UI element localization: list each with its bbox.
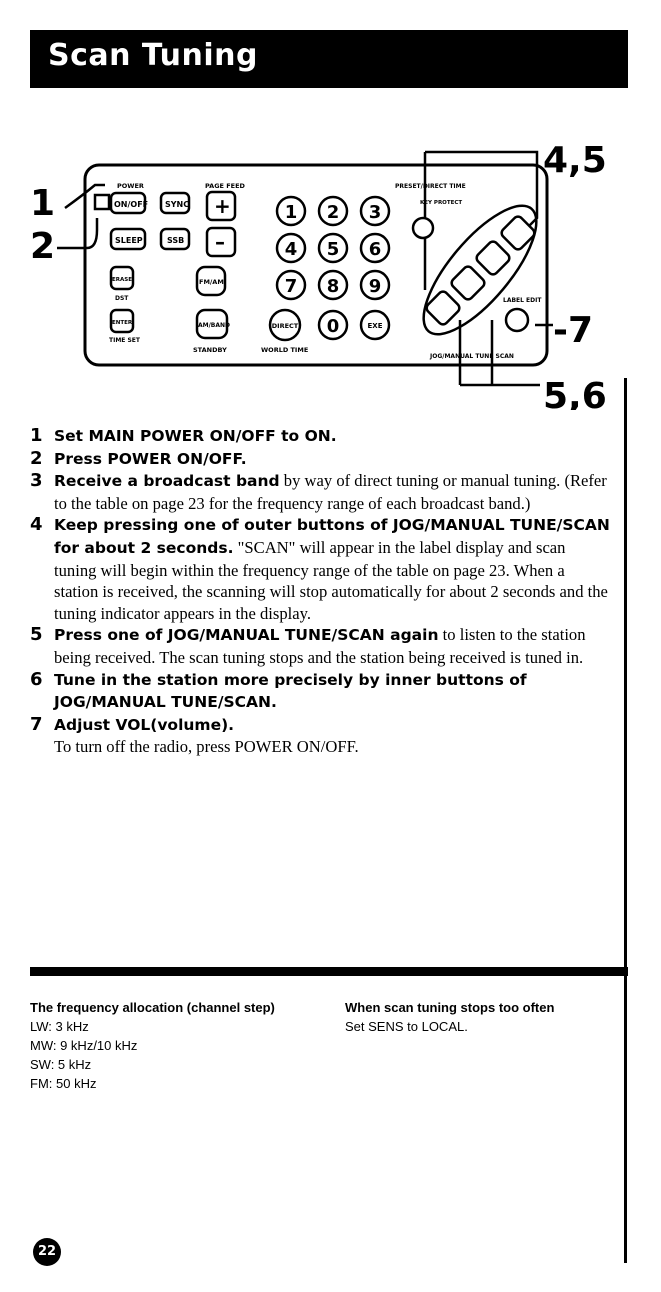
svg-text:ENTER: ENTER [112,320,133,326]
step-2 [30,448,610,471]
note-line: SW: 5 kHz [30,1057,92,1072]
svg-text:1: 1 [284,202,298,223]
callout-4-5: 4,5 [543,140,607,181]
step-number: 2 [30,447,43,469]
step-number: 7 [30,713,43,735]
svg-text:DIRECT: DIRECT [271,322,299,330]
label-time-set: TIME SET [109,337,140,344]
step-text: "SCAN" will appear in the label display and scan tuning will begin within the frequency range of the table on page 23. When a station is received, the scanning will stop automatically for about 2 seconds and the tuning indicator appears in the display. [54,537,608,623]
svg-text:5: 5 [326,239,340,260]
step-heading: Receive a broadcast band [54,472,280,491]
step-3 [30,470,610,514]
panel-outline [85,165,547,365]
jog-inner-down-button[interactable] [450,265,487,302]
label-preset-direct-time: PRESET/DIRECT TIME [395,183,466,190]
svg-text:ON/OFF: ON/OFF [114,200,149,209]
step-4 [30,514,610,624]
instruction-steps [30,425,610,758]
svg-text:8: 8 [326,276,340,297]
svg-text:7: 7 [284,276,298,297]
closing-instruction: To turn off the radio, press POWER ON/OFF. [54,737,359,757]
step-heading: Press one of JOG/MANUAL TUNE/SCAN again [54,626,439,645]
step-text: to listen to the station being received. The scan tuning stops and the station being received is tuned in. [54,625,586,667]
step-5 [30,624,610,668]
svg-text:SSB: SSB [167,236,185,245]
svg-text:4: 4 [284,239,298,260]
callout-2: 2 [30,226,56,267]
note-line: LW: 3 kHz [30,1019,89,1034]
step-text: by way of direct tuning or manual tuning. (Refer to the table on page 23 for the frequency range of each broadcast band.) [54,471,607,513]
main-power-switch[interactable] [95,195,109,209]
svg-text:6: 6 [368,239,382,260]
note-scan-stops [345,998,615,1036]
step-6 [30,669,610,714]
remote-diagram [25,130,625,410]
note-heading: The frequency allocation (channel step) [30,1000,275,1015]
callout-5-6: 5,6 [543,376,607,410]
label-world-time: WORLD TIME [261,346,309,354]
jog-ring [406,189,555,350]
svg-text:9: 9 [368,276,382,297]
page-title: Scan Tuning [48,38,258,73]
note-heading: When scan tuning stops too often [345,1000,555,1015]
label-label-edit: LABEL EDIT [503,297,542,304]
note-line: FM: 50 kHz [30,1076,97,1091]
label-dst: DST [115,295,129,302]
svg-text:SLEEP: SLEEP [115,236,143,245]
step-1 [30,425,610,448]
note-line: Set SENS to LOCAL. [345,1019,468,1034]
step-heading: Press POWER ON/OFF. [54,449,247,468]
svg-text:AM/BAND: AM/BAND [198,322,231,329]
step-heading: Keep pressing one of outer buttons of JOG/MANUAL TUNE/SCAN for about 2 seconds. [54,516,610,557]
label-standby: STANDBY [193,346,227,354]
label-edit-button[interactable] [506,309,528,331]
label-power: POWER [117,182,144,190]
step-number: 6 [30,668,43,690]
step-heading: Set MAIN POWER ON/OFF to ON. [54,427,337,445]
step-heading: Adjust VOL(volume). [54,715,235,734]
svg-text:EXE: EXE [367,322,383,330]
step-heading: Tune in the station more precisely by inner buttons of JOG/MANUAL TUNE/SCAN. [54,670,527,712]
label-page-feed: PAGE FEED [205,182,245,190]
callout-7: -7 [553,310,593,351]
label-jog-manual-tune-scan: JOG/MANUAL TUNE SCAN [430,353,514,360]
section-divider [30,967,628,976]
leader-2 [57,218,97,248]
svg-text:0: 0 [326,316,340,337]
title-bar [30,30,628,88]
page-number: 22 [33,1238,61,1266]
callout-1: 1 [30,183,56,224]
label-key-protect: KEY PROTECT [420,200,463,206]
note-frequency-allocation [30,998,310,1093]
step-number: 3 [30,470,43,492]
jog-inner-up-button[interactable] [475,240,512,277]
margin-rule [624,378,627,1263]
svg-text:ERASE: ERASE [112,277,132,283]
svg-text:2: 2 [326,202,340,223]
svg-text:+: + [214,194,231,218]
svg-text:3: 3 [368,202,382,223]
note-line: MW: 9 kHz/10 kHz [30,1038,138,1053]
preset-direct-knob[interactable] [413,218,433,238]
step-number: 5 [30,624,43,646]
step-7 [30,714,610,737]
step-number: 4 [30,514,43,536]
step-number: 1 [30,425,43,446]
svg-text:SYNC: SYNC [165,200,190,209]
svg-text:FM/AM: FM/AM [199,278,224,286]
svg-text:–: – [215,230,225,254]
